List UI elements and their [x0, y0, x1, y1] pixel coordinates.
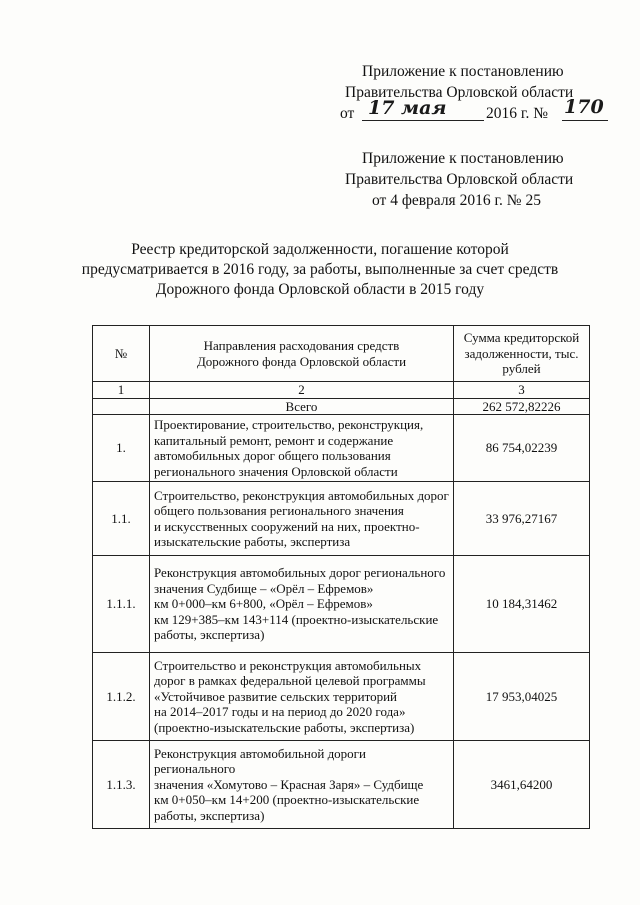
header-new-line2: Правительства Орловской области — [345, 84, 574, 101]
row-direction: Строительство, реконструкция автомобильных дорог общего пользования регионального значения и искусственных сооружений на них, проектно- изыскательские работы, экспертиза — [150, 482, 454, 556]
number-underline — [562, 120, 608, 121]
row-num: 1.1. — [93, 482, 150, 556]
row-sum: 3461,64200 — [454, 741, 590, 829]
date-underline — [362, 120, 484, 121]
row-sum: 17 953,04025 — [454, 653, 590, 741]
row-num: 1.1.3. — [93, 741, 150, 829]
column-number-row — [93, 382, 590, 399]
handwritten-date: 17 мая — [368, 97, 447, 119]
col-number-3: 3 — [454, 382, 590, 399]
header-old-line1: Приложение к постановлению — [362, 150, 564, 167]
header-old-line3: от 4 февраля 2016 г. № 25 — [372, 192, 541, 209]
table-header-row — [93, 326, 590, 382]
row-sum: 10 184,31462 — [454, 556, 590, 653]
registry-table — [92, 325, 590, 829]
title-line1: Реестр кредиторской задолженности, погашение которой — [131, 241, 509, 258]
title-line2: предусматривается в 2016 году, за работы, выполненные за счет средств — [81, 261, 559, 278]
row-num: 1.1.1. — [93, 556, 150, 653]
title-line3: Дорожного фонда Орловской области в 2015 году — [155, 281, 485, 298]
table-row — [93, 556, 590, 653]
col-number-1: 1 — [93, 382, 150, 399]
row-direction: Проектирование, строительство, реконструкция, капитальный ремонт, ремонт и содержание автомобильных дорог общего пользования регионального значения Орловской области — [150, 415, 454, 482]
document-title — [60, 240, 580, 300]
table-row — [93, 482, 590, 556]
row-sum: 33 976,27167 — [454, 482, 590, 556]
handwritten-number: 170 — [564, 96, 604, 118]
row-direction: Реконструкция автомобильных дорог регионального значения Судбище – «Орёл – Ефремов» км 0+000–км 6+800, «Орёл – Ефремов» км 129+385–км 143+114 (проектно-изыскательские работы, экспертиза) — [150, 556, 454, 653]
header-new-line1: Приложение к постановлению — [362, 63, 564, 80]
total-label: Всего — [150, 398, 454, 415]
total-row — [93, 398, 590, 415]
total-sum: 262 572,82226 — [454, 398, 590, 415]
header-num: № — [93, 326, 150, 382]
row-sum: 86 754,02239 — [454, 415, 590, 482]
row-direction: Строительство и реконструкция автомобильных дорог в рамках федеральной целевой программы «Устойчивое развитие сельских территорий на 2014–2017 годы и на период до 2020 года» (проектно-изыскательские работы, экспертиза) — [150, 653, 454, 741]
row-num: 1.1.2. — [93, 653, 150, 741]
header-sum: Сумма кредиторской задолженности, тыс. рублей — [454, 326, 590, 382]
table-row — [93, 741, 590, 829]
header-new-date-year: 2016 г. № — [486, 105, 549, 122]
header-old-line2: Правительства Орловской области — [345, 171, 574, 188]
table-row — [93, 653, 590, 741]
header-direction: Направления расходования средств Дорожного фонда Орловской области — [150, 326, 454, 382]
table-row — [93, 415, 590, 482]
col-number-2: 2 — [150, 382, 454, 399]
row-num: 1. — [93, 415, 150, 482]
header-new-date-prefix: от — [340, 105, 355, 122]
total-num-cell — [93, 398, 150, 415]
row-direction: Реконструкция автомобильной дороги регионального значения «Хомутово – Красная Заря» – Судбище км 0+050–км 14+200 (проектно-изыскательские работы, экспертиза) — [150, 741, 454, 829]
